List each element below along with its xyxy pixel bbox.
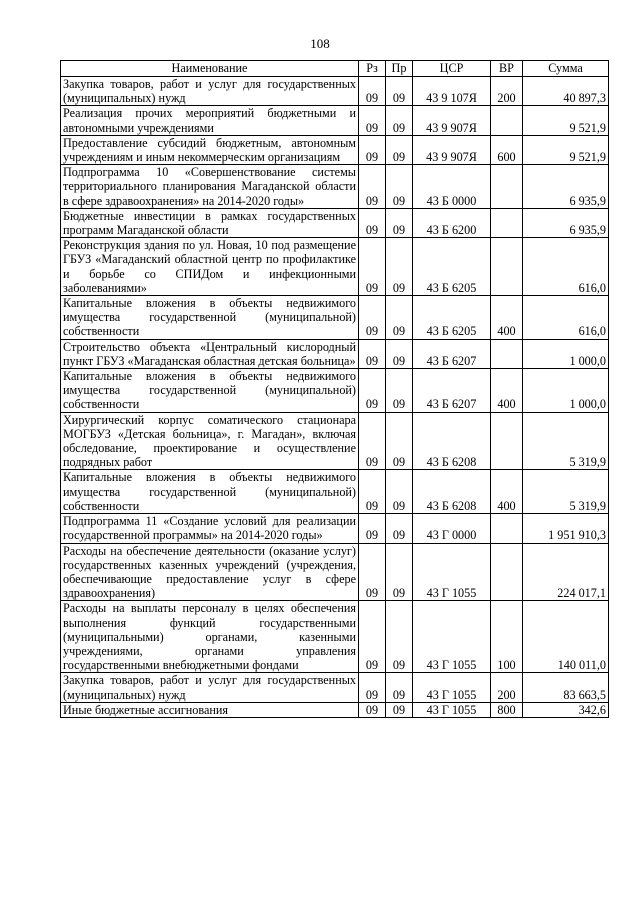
row-sum: 1 000,0 [523, 369, 609, 413]
row-csr: 43 Б 6205 [413, 238, 491, 296]
row-sum: 5 319,9 [523, 412, 609, 470]
row-pr: 09 [386, 135, 413, 164]
row-vr: 400 [491, 470, 523, 514]
row-name: Капитальные вложения в объекты недвижимого имущества государственной (муниципальной) собственности [61, 296, 359, 340]
row-name: Подпрограмма 10 «Совершенствование системы территориального планирования Магаданской области в сфере здравоохранения» на 2014-2020 годы» [61, 165, 359, 209]
table-row [61, 543, 609, 601]
row-rz: 09 [359, 77, 386, 106]
header-vr: ВР [491, 61, 523, 77]
row-rz: 09 [359, 369, 386, 413]
row-rz: 09 [359, 238, 386, 296]
header-name: Наименование [61, 61, 359, 77]
table-row [61, 77, 609, 106]
row-sum: 5 319,9 [523, 470, 609, 514]
header-row [61, 61, 609, 77]
table-row [61, 165, 609, 209]
row-name: Закупка товаров, работ и услуг для государственных (муниципальных) нужд [61, 673, 359, 702]
row-csr: 43 Б 0000 [413, 165, 491, 209]
row-rz: 09 [359, 601, 386, 673]
row-sum: 6 935,9 [523, 165, 609, 209]
row-sum: 40 897,3 [523, 77, 609, 106]
row-pr: 09 [386, 77, 413, 106]
row-sum: 616,0 [523, 238, 609, 296]
row-pr: 09 [386, 339, 413, 368]
row-csr: 43 9 907Я [413, 135, 491, 164]
row-name: Закупка товаров, работ и услуг для государственных (муниципальных) нужд [61, 77, 359, 106]
row-name: Реконструкция здания по ул. Новая, 10 под размещение ГБУЗ «Магаданский областной центр по профилактике и борьбе со СПИДом и инфекционными заболеваниями» [61, 238, 359, 296]
row-sum: 140 011,0 [523, 601, 609, 673]
row-vr: 800 [491, 702, 523, 717]
row-pr: 09 [386, 514, 413, 543]
row-vr [491, 238, 523, 296]
row-csr: 43 Г 1055 [413, 601, 491, 673]
row-vr: 200 [491, 77, 523, 106]
row-vr [491, 339, 523, 368]
row-pr: 09 [386, 238, 413, 296]
row-rz: 09 [359, 165, 386, 209]
row-rz: 09 [359, 543, 386, 601]
row-vr [491, 412, 523, 470]
row-rz: 09 [359, 470, 386, 514]
budget-table [60, 60, 609, 718]
row-vr: 400 [491, 296, 523, 340]
row-vr: 600 [491, 135, 523, 164]
row-csr: 43 Г 1055 [413, 702, 491, 717]
table-row [61, 296, 609, 340]
row-rz: 09 [359, 412, 386, 470]
row-name: Расходы на обеспечение деятельности (оказание услуг) государственных казенных учреждений (учреждения, обеспечивающие предоставление услуг в сфере здравоохранения) [61, 543, 359, 601]
row-rz: 09 [359, 106, 386, 135]
table-row [61, 339, 609, 368]
row-csr: 43 Г 1055 [413, 543, 491, 601]
header-sum: Сумма [523, 61, 609, 77]
row-sum: 224 017,1 [523, 543, 609, 601]
table-row [61, 470, 609, 514]
row-name: Иные бюджетные ассигнования [61, 702, 359, 717]
row-csr: 43 Б 6205 [413, 296, 491, 340]
table-row [61, 673, 609, 702]
row-vr: 400 [491, 369, 523, 413]
row-pr: 09 [386, 543, 413, 601]
row-rz: 09 [359, 208, 386, 237]
row-name: Строительство объекта «Центральный кислородный пункт ГБУЗ «Магаданская областная детская больница» [61, 339, 359, 368]
row-name: Капитальные вложения в объекты недвижимого имущества государственной (муниципальной) собственности [61, 470, 359, 514]
row-sum: 616,0 [523, 296, 609, 340]
row-sum: 1 000,0 [523, 339, 609, 368]
row-pr: 09 [386, 470, 413, 514]
row-pr: 09 [386, 208, 413, 237]
table-row [61, 514, 609, 543]
table-row [61, 702, 609, 717]
row-rz: 09 [359, 339, 386, 368]
header-pr: Пр [386, 61, 413, 77]
table-row [61, 601, 609, 673]
row-pr: 09 [386, 369, 413, 413]
row-csr: 43 Б 6207 [413, 369, 491, 413]
row-sum: 6 935,9 [523, 208, 609, 237]
row-csr: 43 9 107Я [413, 77, 491, 106]
table-body [61, 77, 609, 718]
header-csr: ЦСР [413, 61, 491, 77]
page-number: 108 [310, 36, 330, 51]
table-row [61, 208, 609, 237]
header-rz: Рз [359, 61, 386, 77]
row-name: Капитальные вложения в объекты недвижимого имущества государственной (муниципальной) собственности [61, 369, 359, 413]
row-name: Реализация прочих мероприятий бюджетными и автономными учреждениями [61, 106, 359, 135]
row-vr: 200 [491, 673, 523, 702]
row-vr [491, 165, 523, 209]
row-csr: 43 Б 6208 [413, 412, 491, 470]
row-sum: 83 663,5 [523, 673, 609, 702]
row-vr: 100 [491, 601, 523, 673]
row-sum: 9 521,9 [523, 106, 609, 135]
table-row [61, 135, 609, 164]
row-csr: 43 Б 6200 [413, 208, 491, 237]
row-vr [491, 514, 523, 543]
row-rz: 09 [359, 673, 386, 702]
row-rz: 09 [359, 296, 386, 340]
row-pr: 09 [386, 165, 413, 209]
row-name: Расходы на выплаты персоналу в целях обеспечения выполнения функций государственными (муниципальными) органами, казенными учреждениями, органами управления государственными внебюджетными фондами [61, 601, 359, 673]
row-csr: 43 Г 1055 [413, 673, 491, 702]
table-row [61, 369, 609, 413]
table-row [61, 106, 609, 135]
row-csr: 43 Г 0000 [413, 514, 491, 543]
row-name: Предоставление субсидий бюджетным, автономным учреждениям и иным некоммерческим организациям [61, 135, 359, 164]
row-name: Подпрограмма 11 «Создание условий для реализации государственной программы» на 2014-2020 годы» [61, 514, 359, 543]
row-pr: 09 [386, 296, 413, 340]
row-csr: 43 Б 6208 [413, 470, 491, 514]
row-sum: 1 951 910,3 [523, 514, 609, 543]
table-row [61, 238, 609, 296]
row-vr [491, 106, 523, 135]
row-pr: 09 [386, 673, 413, 702]
row-csr: 43 9 907Я [413, 106, 491, 135]
row-sum: 9 521,9 [523, 135, 609, 164]
row-pr: 09 [386, 106, 413, 135]
row-pr: 09 [386, 412, 413, 470]
row-rz: 09 [359, 702, 386, 717]
row-sum: 342,6 [523, 702, 609, 717]
row-csr: 43 Б 6207 [413, 339, 491, 368]
table-row [61, 412, 609, 470]
row-vr [491, 208, 523, 237]
row-name: Хирургический корпус соматического стационара МОГБУЗ «Детская больница», г. Магадан», включая обследование, проектирование и осуществление подрядных работ [61, 412, 359, 470]
row-vr [491, 543, 523, 601]
row-name: Бюджетные инвестиции в рамках государственных программ Магаданской области [61, 208, 359, 237]
row-rz: 09 [359, 514, 386, 543]
row-pr: 09 [386, 601, 413, 673]
row-rz: 09 [359, 135, 386, 164]
row-pr: 09 [386, 702, 413, 717]
